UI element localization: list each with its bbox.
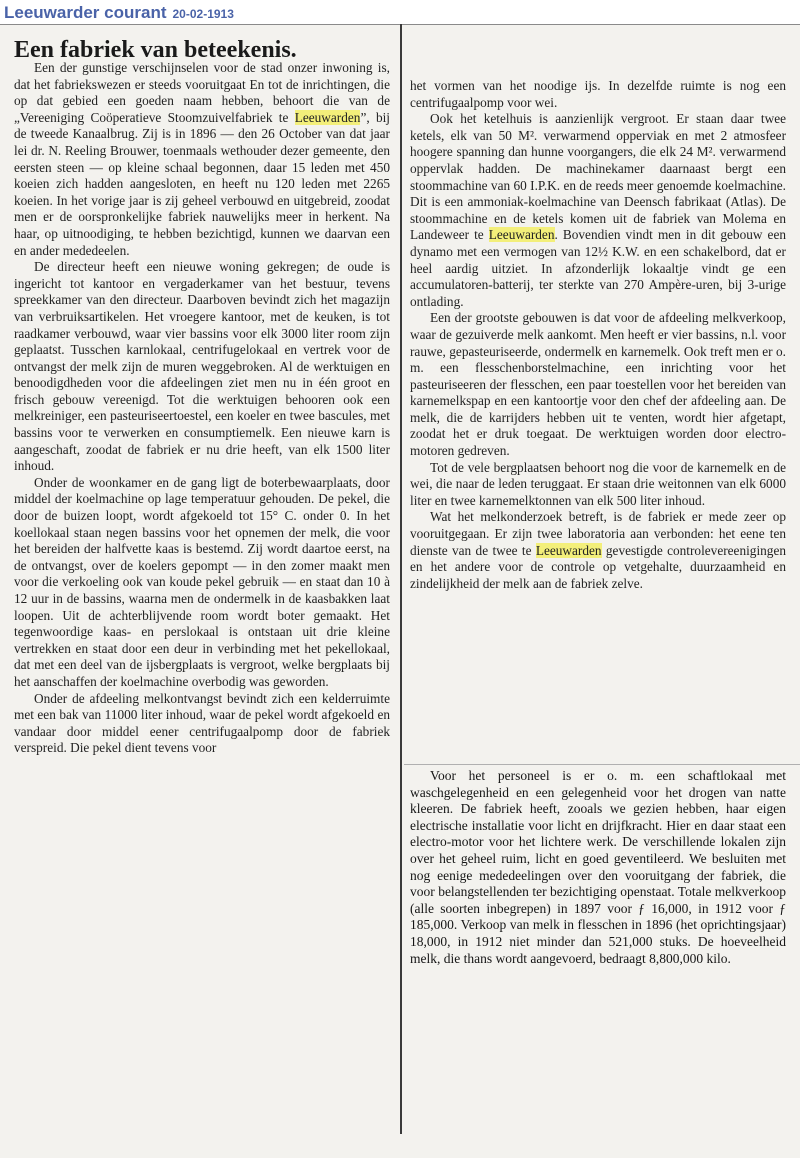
- article-paragraph: [410, 310, 786, 459]
- article-paragraph: [14, 475, 390, 691]
- column-divider: [400, 24, 402, 1134]
- publication-date: 20-02-1913: [172, 7, 234, 21]
- paragraph-text: gevestigde controlevereenigingen en het andere voor de controle op vetgehalte, duurzaamheid en zindelijkheid der melk aan de fabriek zelve.: [410, 542, 786, 591]
- paragraph-text: Wat het melkonderzoek betreft, is de fabriek er mede zeer op vooruitgegaan. Er zijn twee laboratoria aan verbonden: het eene ten dienste van de twee te: [410, 509, 786, 558]
- paragraph-text: Onder de afdeeling melkontvangst bevindt zich een kelderruimte met een bak van 11000 liter inhoud, waar de pekel wordt afgekoeld en vandaar door middel eener centrifugaalpomp door de fabriek verspreid. Die pekel dient tevens voor: [14, 690, 390, 756]
- newspaper-name: Leeuwarder courant: [4, 3, 167, 22]
- article-paragraph: [410, 111, 786, 310]
- article-paragraph: [410, 509, 786, 592]
- article-paragraph: [410, 460, 786, 510]
- article-paragraph: [14, 60, 390, 259]
- highlighted-term: Leeuwarden: [488, 227, 555, 243]
- paragraph-text: het vormen van het noodige ijs. In dezelfde ruimte is nog een centrifugaalpomp voor wei.: [410, 78, 786, 110]
- highlighted-term: Leeuwarden: [535, 542, 602, 558]
- article-paragraph: [14, 691, 390, 757]
- paragraph-text: De directeur heeft een nieuwe woning gekregen; de oude is ingericht tot kantoor en vergaderkamer van het bestuur, tevens spreekkamer van den directeur. Daarboven bevindt zich het magazijn van verbruiksartikelen. Het vroegere kantoor, met de keuken, is tot raadkamer verbouwd, waar vier bassins voor elk 3000 liter room zijn geplaatst. Tusschen karnlokaal, centrifugelokaal en vertrek voor de ontvangst der melk zijn de muren weggebroken. Al de werktuigen en benoodigdheden voor die afdeelingen ziet men nu in één groot en frisch gebouw vereenigd. Tot die werktuigen behooren ook een melkreiniger, een pasteuriseertoestel, een koeler en twee bascules, met bassins voor te verwerken en consumptiemelk. Een nieuwe karn is aangeschaft, zoodat de fabriek er nu drie heeft, van elk 1500 liter inhoud.: [14, 259, 390, 474]
- paragraph-text: Een der gunstige verschijnselen voor de stad onzer inwoning is, dat het fabriekswezen er steeds vooruitgaat En tot de inrichtingen, die op dat gebied een goeden naam hebben, behoort die van de „Vereeniging Coöperatieve Stoomzuivelfabriek te: [14, 60, 390, 125]
- article-paragraph: [14, 259, 390, 475]
- paragraph-text: Voor het personeel is er o. m. een schaftlokaal met waschgelegenheid en een gelegenheid voor het drogen van natte kleeren. De fabriek heeft, zooals we gezien hebben, haar eigen electrische installatie voor licht en drijfkracht. Hier en daar staat een electro-motor voor het lichtere werk. De verschillende lokalen zijn over het geheel ruim, licht en goed geventileerd. We besluiten met nog eenige mededeelingen over den vooruitgang der fabriek, die voor belangstellenden ter bezichtiging openstaat. Totale melkverkoop (alle soorten inbegrepen) in 1897 voor ƒ 16,000, in 1912 voor ƒ 185,000. Verkoop van melk in flesschen in 1896 (het oprichtingsjaar) 18,000, in 1912 niet minder dan 521,000 stuks. De hoeveelheid melk, die thans wordt aangevoerd, bedraagt 8,800,000 kilo.: [410, 768, 786, 966]
- article-column-right: [410, 78, 786, 592]
- highlighted-term: Leeuwarden: [294, 109, 361, 125]
- paragraph-text: Onder de woonkamer en de gang ligt de boterbewaarplaats, door middel der koelmachine op lage temperatuur gehouden. De pekel, die door de buizen loopt, wordt afgekoeld tot 15° C. onder 0. In het koellokaal staan negen bassins voor het opnemen der melk, die voor het bereiden der halfvette kaas is bestemd. Zij wordt daartoe eerst, na de ontvangst, over de koelers gepompt — in den zomer maakt men voor die verkoeling ook van koude pekel gebruik — en staat dan 10 à 12 uur in de bassins, waarna men de ondermelk in de kaasbakken laat loopen. Uit de achterblijvende room wordt boter gemaakt. Het tegenwoordige kaas- en perslokaal is ontstaan uit drie kleine vertrekken en staat door een deur in verbinding met het pekellokaal, dat met een deel van de ijsbergplaats is vergroot, welke bergplaats bij het aanschaffen der koelmachine overbodig was geworden.: [14, 474, 390, 689]
- article-headline: Een fabriek van beteekenis.: [14, 37, 297, 63]
- article-paragraph: [410, 78, 786, 111]
- paragraph-text: Tot de vele bergplaatsen behoort nog die voor de karnemelk en de wei, die naar de leden teruggaat. Er staan drie weitonnen van elk 6000 liter en twee karnemelktonnen van elk 500 liter inhoud.: [410, 459, 786, 508]
- clipping-seam: [404, 764, 800, 765]
- paragraph-text: Ook het ketelhuis is aanzienlijk vergroot. Er staan daar twee ketels, elk van 50 M². verwarmend opperviak en met 2 atmosfeer hoogere spanning dan hunne voorgangers, die elk 24 M². verwarmend oppervlak hadden. De machinekamer daarnaast bergt een stoommachine van 60 I.P.K. en de reeds meer genoemde koelmachine. Dit is een ammoniak-koelmachine van Deensch fabrikaat (Atlas). De stoommachine en de ketels komen uit de fabriek van Molema en Landeweer te: [410, 111, 786, 243]
- paragraph-text: ”, bij de tweede Kanaalbrug. Zij is in 1896 — den 26 October van dat jaar lei dr. N. Reeling Brouwer, toenmaals wethouder dezer gemeente, den eersten steen — op kleine schaal begonnen, daar 15 leden met 450 koeien zich hadden aangesloten, en heeft nu 120 leden met 2265 koeien. In het vorige jaar is zij geheel verbouwd en uitgebreid, zoodat men er de oorspronkelijke fabriek nauwelijks meer in herkent. Na haar, op uitnoodiging, te hebben bezichtigd, kunnen we daarvan een en ander mededeelen.: [14, 109, 391, 258]
- paragraph-text: . Bovendien vindt men in dit gebouw een dynamo met een vermogen van 12½ K.W. en een schakelbord, dat er heel aardig uitziet. In afzonderlijk lokaaltje vindt ge een accumulatoren-batterij, ter sterkte van 270 Ampère-uren, bij 3-urige ontlading.: [410, 227, 786, 309]
- article-column-right-continued: [410, 768, 786, 967]
- paragraph-text: Een der grootste gebouwen is dat voor de afdeeling melkverkoop, waar de gezuiverde melk aankomt. Men heeft er vier bassins, n.l. voor rauwe, gepasteuriseerde, ondermelk en karnemelk. Ook treft men er o. m. een flesschenborstelmachine, een inrichting voor het pasteuriseeren der flesschen, een paar toestellen voor het bereiden van karnemelkspap en een kantoortje voor den chef der afdeeling aan. De melk, die de karrijders hebben uit te venten, wordt hier afgetapt, zoodat het er druk toegaat. De werktuigen worden door electro-motoren gedreven.: [410, 310, 786, 459]
- article-paragraph: [410, 768, 786, 967]
- article-column-left: [14, 60, 390, 757]
